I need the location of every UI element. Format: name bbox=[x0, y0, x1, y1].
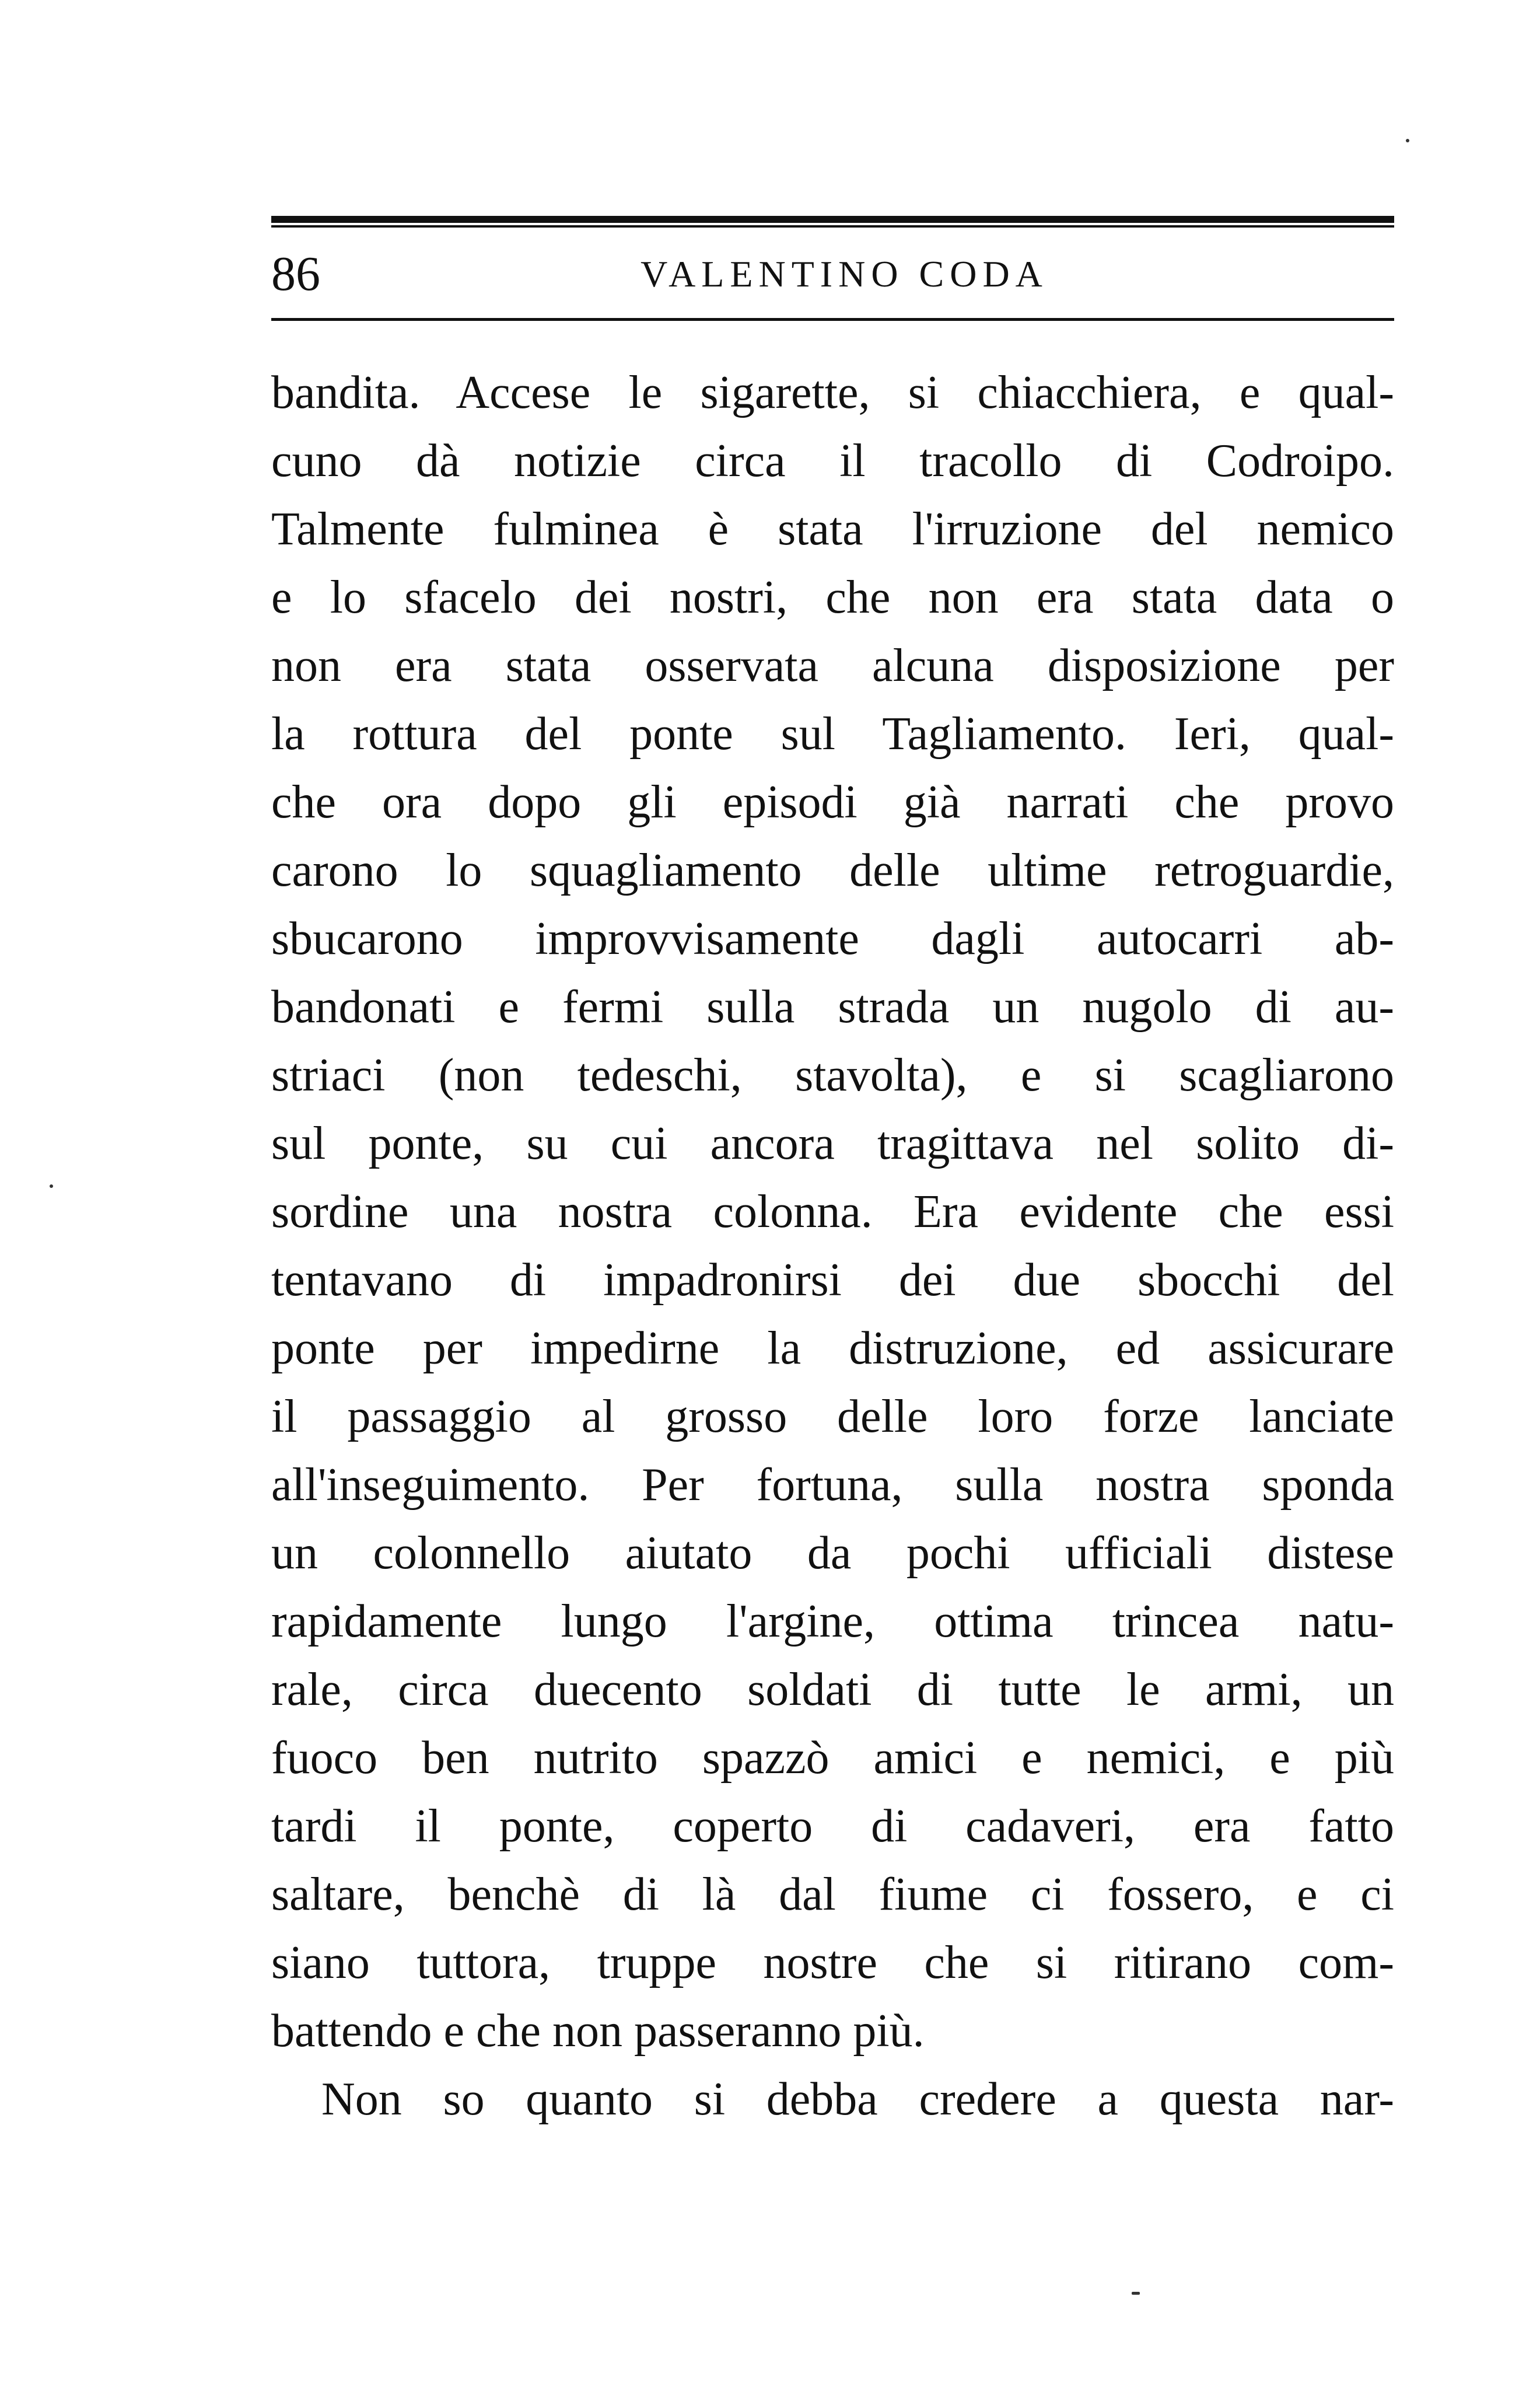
text-line: ponte per impedirne la distruzione, ed assicurare bbox=[271, 1323, 1394, 1374]
text-line: che ora dopo gli episodi già narrati che provo bbox=[271, 777, 1394, 828]
print-speck bbox=[50, 1184, 53, 1188]
text-line: cuno dà notizie circa il tracollo di Codroipo. bbox=[271, 435, 1394, 487]
text-line: saltare, benchè di là dal fiume ci fossero, e ci bbox=[271, 1869, 1394, 1920]
text-line-paragraph-end: battendo e che non passeranno più. bbox=[271, 2005, 925, 2057]
print-speck bbox=[1132, 2292, 1140, 2295]
text-line-paragraph-start: Non so quanto si debba credere a questa nar- bbox=[321, 2074, 1394, 2125]
text-line: tardi il ponte, coperto di cadaveri, era fatto bbox=[271, 1801, 1394, 1852]
running-title: VALENTINO CODA bbox=[640, 253, 1048, 295]
header-top-rule bbox=[271, 216, 1394, 223]
body-text bbox=[271, 359, 1394, 2134]
text-line: bandita. Accese le sigarette, si chiacchiera, e qual- bbox=[271, 367, 1394, 418]
text-line: la rottura del ponte sul Tagliamento. Ieri, qual- bbox=[271, 708, 1394, 760]
text-line: rapidamente lungo l'argine, ottima trincea natu- bbox=[271, 1596, 1394, 1647]
text-line: sordine una nostra colonna. Era evidente che essi bbox=[271, 1186, 1394, 1238]
header-bottom-rule bbox=[271, 318, 1394, 321]
text-line: tentavano di impadronirsi dei due sbocchi del bbox=[271, 1254, 1394, 1306]
text-line: sul ponte, su cui ancora tragittava nel solito di- bbox=[271, 1118, 1394, 1169]
page-header bbox=[271, 242, 1394, 306]
text-line: bandonati e fermi sulla strada un nugolo di au- bbox=[271, 981, 1394, 1033]
print-speck bbox=[1406, 139, 1409, 142]
text-line: all'inseguimento. Per fortuna, sulla nostra sponda bbox=[271, 1459, 1394, 1511]
text-line: sbucarono improvvisamente dagli autocarri ab- bbox=[271, 913, 1394, 964]
page-number: 86 bbox=[271, 247, 320, 301]
text-line: striaci (non tedeschi, stavolta), e si scagliarono bbox=[271, 1050, 1394, 1101]
text-line: il passaggio al grosso delle loro forze lanciate bbox=[271, 1391, 1394, 1442]
text-line: un colonnello aiutato da pochi ufficiali distese bbox=[271, 1527, 1394, 1579]
header-top-rule-thin bbox=[271, 225, 1394, 228]
text-line: siano tuttora, truppe nostre che si ritirano com- bbox=[271, 1937, 1394, 1988]
text-line: rale, circa duecento soldati di tutte le armi, un bbox=[271, 1664, 1394, 1715]
text-line: non era stata osservata alcuna disposizione per bbox=[271, 640, 1394, 691]
text-line: Talmente fulminea è stata l'irruzione del nemico bbox=[271, 504, 1394, 555]
text-line: carono lo squagliamento delle ultime retroguardie, bbox=[271, 845, 1394, 896]
text-line: fuoco ben nutrito spazzò amici e nemici, e più bbox=[271, 1732, 1394, 1784]
text-line: e lo sfacelo dei nostri, che non era stata data o bbox=[271, 572, 1394, 623]
